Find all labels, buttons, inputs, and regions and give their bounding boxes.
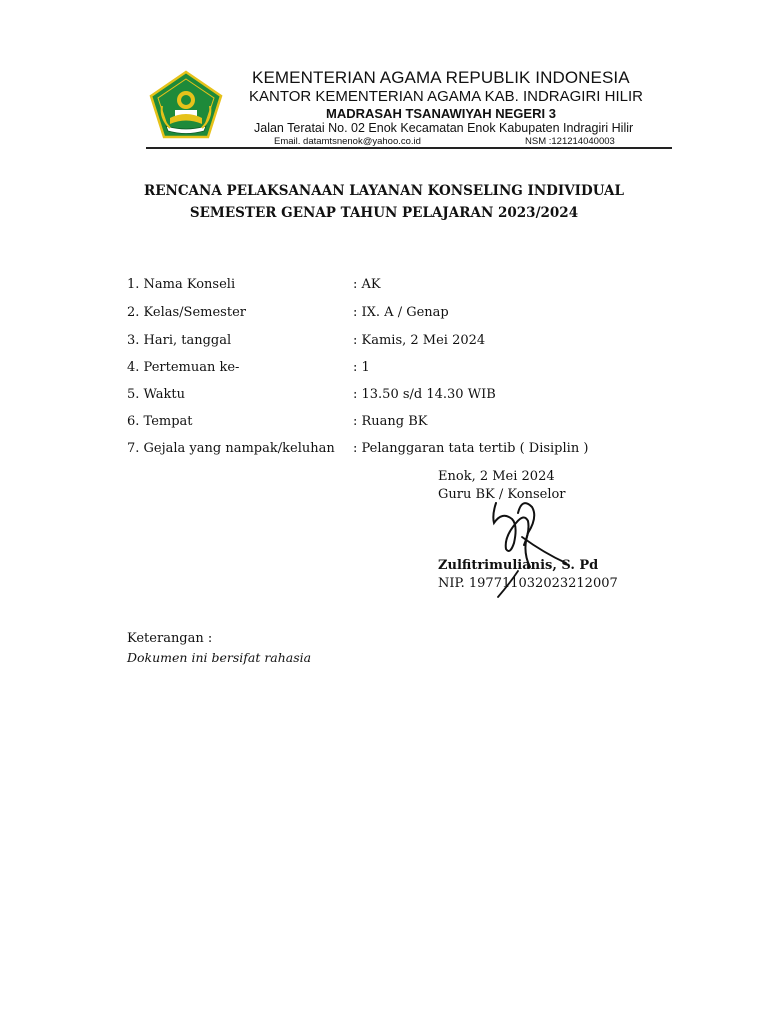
field-label: 1. Nama Konseli xyxy=(127,277,236,292)
field-value: : 1 xyxy=(353,360,370,375)
letterhead-office: KANTOR KEMENTERIAN AGAMA KAB. INDRAGIRI HILIR xyxy=(249,88,643,105)
notes-label: Keterangan : xyxy=(127,631,213,646)
field-value: : AK xyxy=(353,277,381,292)
letterhead-email: Email. datamtsnenok@yahoo.co.id xyxy=(274,136,421,147)
signature-name: Zulfitrimulianis, S. Pd xyxy=(438,558,599,573)
kemenag-logo-icon xyxy=(148,70,224,140)
signature-place-date: Enok, 2 Mei 2024 xyxy=(438,469,555,484)
field-label: 3. Hari, tanggal xyxy=(127,333,232,348)
letterhead-school: MADRASAH TSANAWIYAH NEGERI 3 xyxy=(326,106,556,121)
signature-nip: NIP. 197711032023212007 xyxy=(438,576,618,591)
field-value: : Pelanggaran tata tertib ( Disiplin ) xyxy=(353,441,589,456)
letterhead-divider xyxy=(146,147,672,149)
field-value: : IX. A / Genap xyxy=(353,305,449,320)
field-value: : 13.50 s/d 14.30 WIB xyxy=(353,387,496,402)
field-label: 2. Kelas/Semester xyxy=(127,305,246,320)
field-label: 5. Waktu xyxy=(127,387,185,402)
field-label: 6. Tempat xyxy=(127,414,193,429)
field-label: 7. Gejala yang nampak/keluhan xyxy=(127,441,335,456)
letterhead-ministry: KEMENTERIAN AGAMA REPUBLIK INDONESIA xyxy=(252,68,630,87)
signature-role: Guru BK / Konselor xyxy=(438,487,566,502)
field-value: : Ruang BK xyxy=(353,414,428,429)
field-value: : Kamis, 2 Mei 2024 xyxy=(353,333,486,348)
field-label: 4. Pertemuan ke- xyxy=(127,360,240,375)
notes-text: Dokumen ini bersifat rahasia xyxy=(127,650,312,665)
document-subtitle: SEMESTER GENAP TAHUN PELAJARAN 2023/2024 xyxy=(189,205,579,221)
letterhead-address: Jalan Teratai No. 02 Enok Kecamatan Enok Kabupaten Indragiri Hilir xyxy=(254,121,634,135)
document-title: RENCANA PELAKSANAAN LAYANAN KONSELING INDIVIDUAL xyxy=(143,183,625,199)
letterhead-nsm: NSM :121214040003 xyxy=(525,136,615,147)
